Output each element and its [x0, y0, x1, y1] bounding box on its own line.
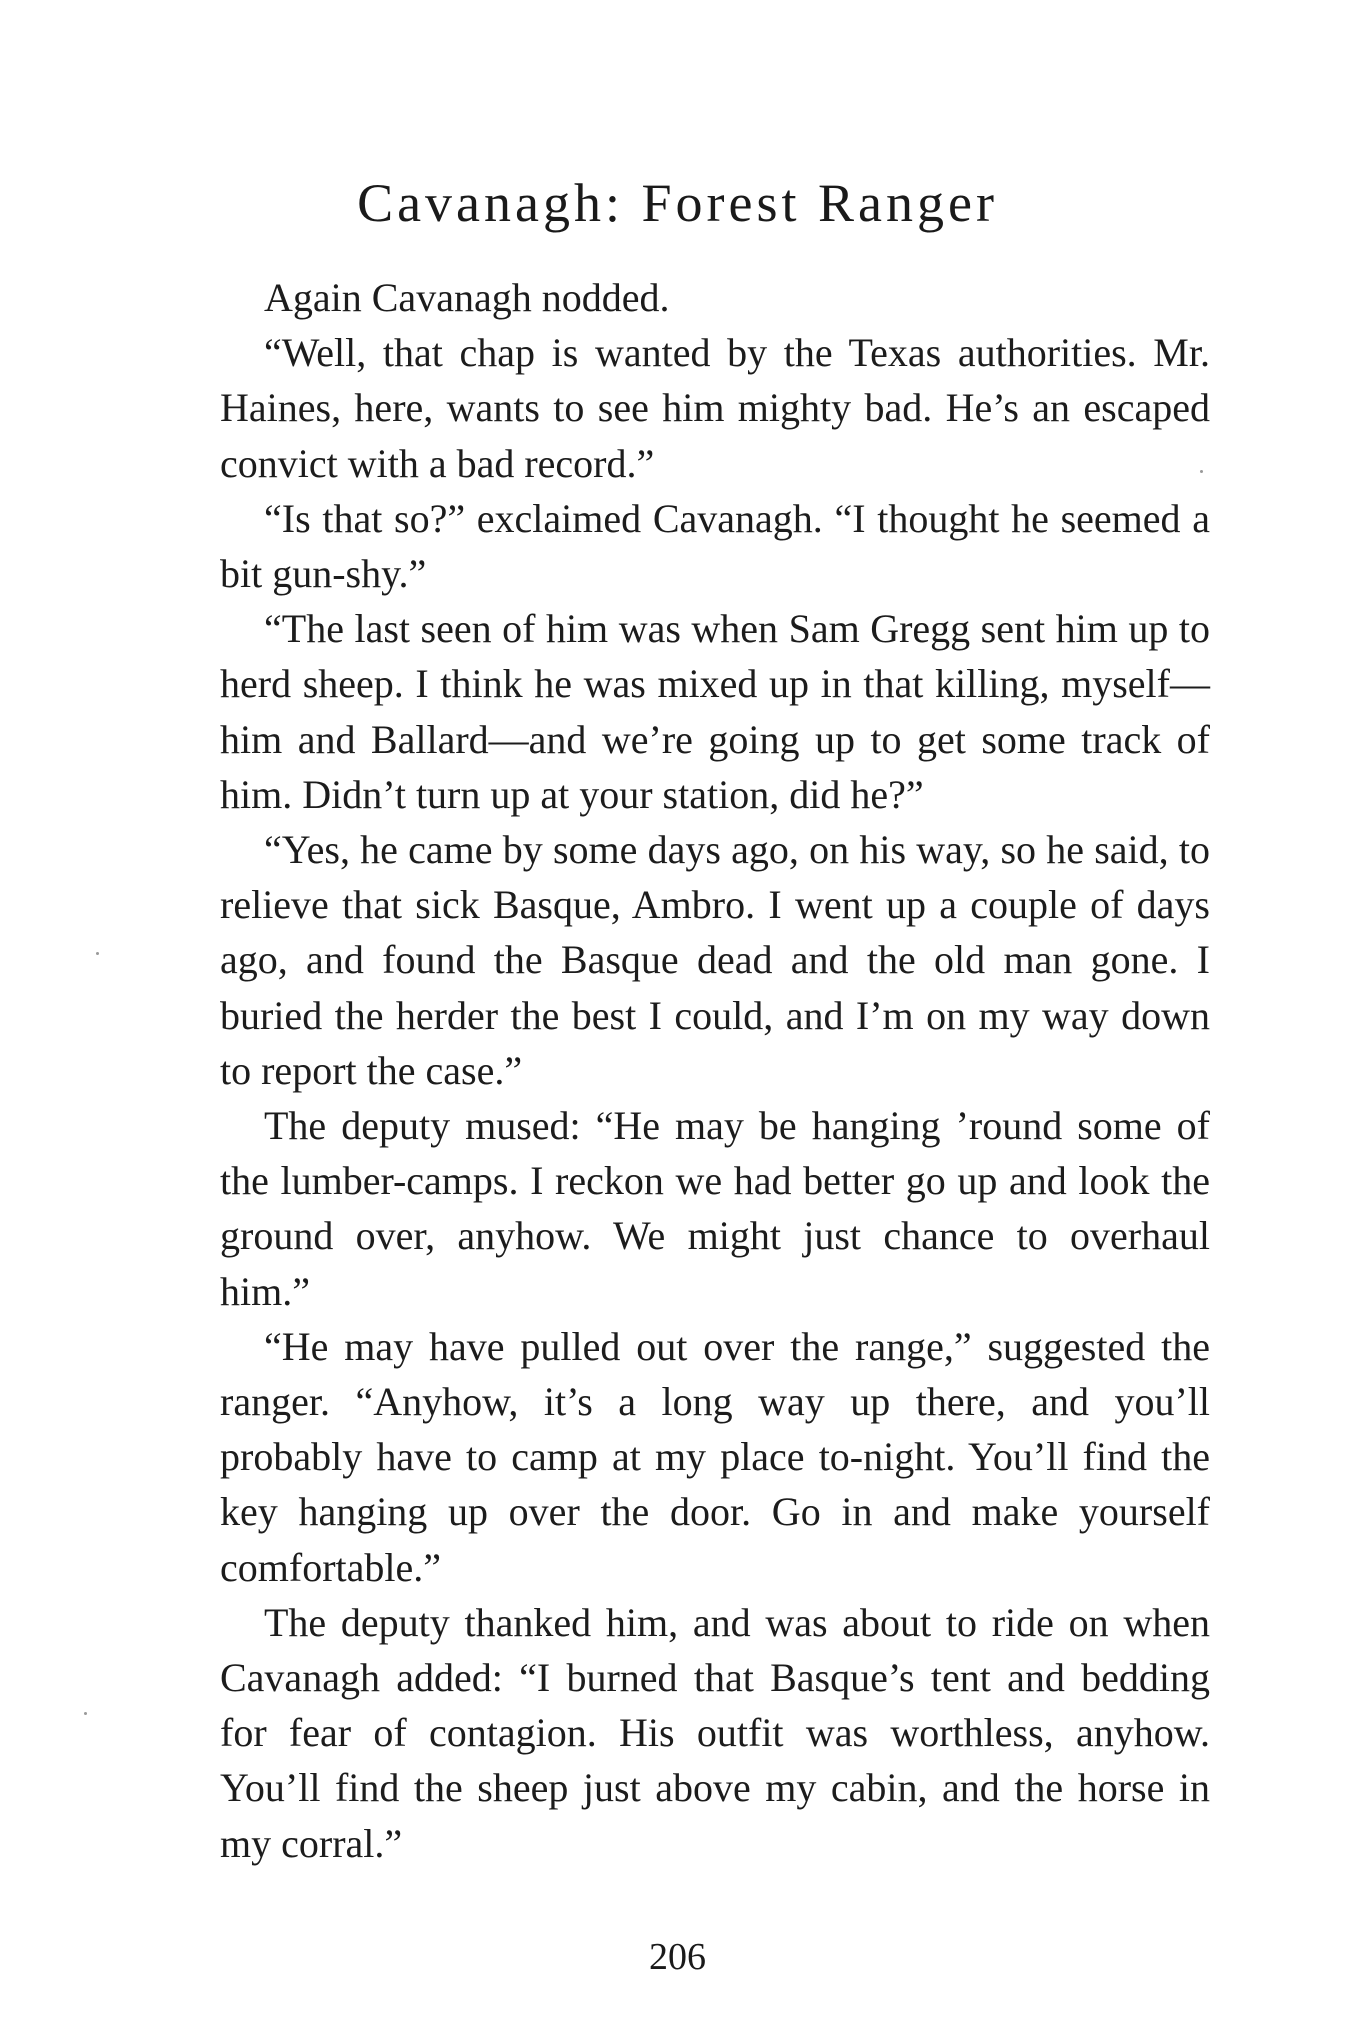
paragraph: “Is that so?” exclaimed Cavanagh. “I thought he seemed a bit gun-shy.”	[220, 495, 1210, 597]
paragraph: “Yes, he came by some days ago, on his way, so he said, to relieve that sick Basque, Ambro. I went up a couple of days ago, and found the Basque dead and the old man gone. I buried the herder the best I could, and I’m on my way down to report the case.”	[220, 827, 1210, 1093]
paragraph: “Well, that chap is wanted by the Texas authorities. Mr. Haines, here, wants to see him mighty bad. He’s an escaped convict with a bad record.”	[220, 330, 1210, 486]
paper-speck	[84, 1712, 87, 1715]
paper-speck	[96, 952, 99, 955]
paragraph: Again Cavanagh nodded.	[264, 275, 670, 320]
running-head: Cavanagh: Forest Ranger	[357, 173, 998, 233]
paragraph: The deputy thanked him, and was about to ride on when Cavanagh added: “I burned that Basque’s tent and bedding for fear of contagion. His outfit was worthless, anyhow. You’ll find the sheep just above my cabin, and the horse in my corral.”	[220, 1599, 1210, 1866]
paper-speck	[1200, 470, 1203, 473]
paragraph: “The last seen of him was when Sam Gregg sent him up to herd sheep. I think he was mixed up in that killing, myself—him and Ballard—and we’re going up to get some track of him. Didn’t turn up at your station, did he?”	[220, 606, 1210, 817]
paragraph: The deputy mused: “He may be hanging ’round some of the lumber-camps. I reckon we had better go up and look the ground over, anyhow. We might just chance to overhaul him.”	[220, 1103, 1210, 1314]
page-number: 206	[649, 1936, 706, 1978]
body-text	[220, 270, 1210, 1871]
paragraph: “He may have pulled out over the range,” suggested the ranger. “Anyhow, it’s a long way up there, and you’ll probably have to camp at my place to-night. You’ll find the key hanging up over the door. Go in and make yourself comfortable.”	[220, 1323, 1210, 1590]
